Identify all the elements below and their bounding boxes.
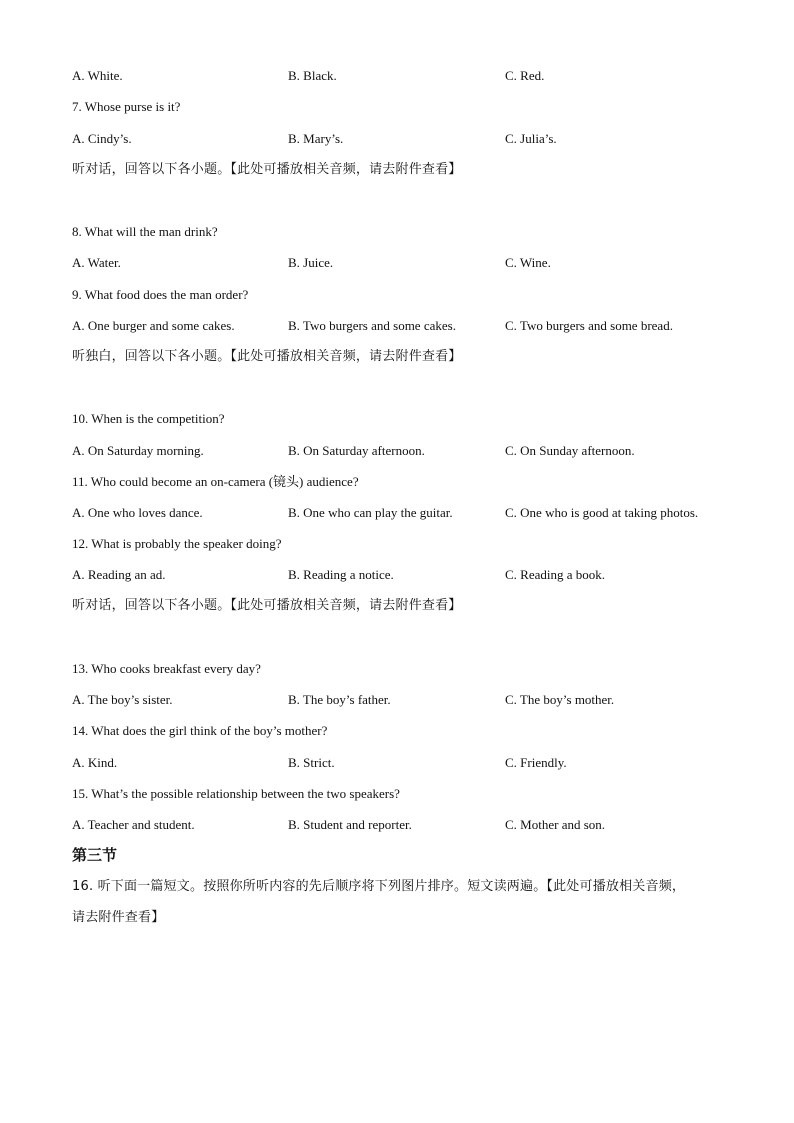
option-a: A. On Saturday morning.	[72, 443, 204, 458]
option-a: A. Teacher and student.	[72, 817, 195, 832]
question-12: 12. What is probably the speaker doing?	[72, 536, 282, 551]
option-b: B. Strict.	[288, 755, 335, 770]
option-b: B. Juice.	[288, 255, 334, 270]
option-c: C. The boy’s mother.	[505, 692, 615, 707]
options-row-q10	[72, 443, 772, 459]
option-c: C. On Sunday afternoon.	[505, 443, 635, 458]
instruction-monologue: 听独白，回答以下各小题。【此处可播放相关音频，请去附件查看】	[72, 349, 462, 364]
option-a: A. Water.	[72, 255, 121, 270]
option-c: C. Friendly.	[505, 755, 567, 770]
option-c: C. Reading a book.	[505, 567, 606, 582]
options-row-q11	[72, 505, 772, 521]
option-b: B. Black.	[288, 68, 337, 83]
options-row-q7	[72, 131, 772, 147]
question-10: 10. When is the competition?	[72, 411, 225, 426]
option-c: C. Mother and son.	[505, 817, 606, 832]
instruction-dialogue-1: 听对话，回答以下各小题。【此处可播放相关音频，请去附件查看】	[72, 162, 462, 177]
option-a: A. Kind.	[72, 755, 118, 770]
options-row-q13	[72, 692, 772, 708]
instruction-dialogue-2: 听对话，回答以下各小题。【此处可播放相关音频，请去附件查看】	[72, 598, 462, 613]
options-row-q14	[72, 755, 772, 771]
question-13: 13. Who cooks breakfast every day?	[72, 661, 261, 676]
option-a: A. Reading an ad.	[72, 567, 166, 582]
option-b: B. Mary’s.	[288, 131, 344, 146]
options-row-q12	[72, 567, 772, 583]
option-c: C. Julia’s.	[505, 131, 557, 146]
question-16-instruction-continued: 请去附件查看】	[72, 910, 165, 925]
option-b: B. Student and reporter.	[288, 817, 412, 832]
options-row-q15	[72, 817, 772, 833]
option-a: A. White.	[72, 68, 123, 83]
question-11: 11. Who could become an on-camera (镜头) audience?	[72, 474, 359, 489]
option-a: A. One burger and some cakes.	[72, 318, 235, 333]
options-row-q9	[72, 318, 772, 334]
option-c: C. Wine.	[505, 255, 551, 270]
question-7: 7. Whose purse is it?	[72, 99, 181, 114]
question-8: 8. What will the man drink?	[72, 224, 218, 239]
option-a: A. Cindy’s.	[72, 131, 132, 146]
options-row-q8	[72, 255, 772, 271]
question-16-instruction: 16. 听下面一篇短文。按照你所听内容的先后顺序将下列图片排序。短文读两遍。【此处可播放相关音频，	[72, 879, 686, 894]
option-b: B. One who can play the guitar.	[288, 505, 453, 520]
option-b: B. The boy’s father.	[288, 692, 391, 707]
option-a: A. The boy’s sister.	[72, 692, 173, 707]
section-heading: 第三节	[72, 846, 118, 864]
option-b: B. On Saturday afternoon.	[288, 443, 425, 458]
question-14: 14. What does the girl think of the boy’s mother?	[72, 723, 328, 738]
option-c: C. Red.	[505, 68, 545, 83]
option-b: B. Reading a notice.	[288, 567, 394, 582]
option-b: B. Two burgers and some cakes.	[288, 318, 456, 333]
option-a: A. One who loves dance.	[72, 505, 203, 520]
question-9: 9. What food does the man order?	[72, 287, 249, 302]
options-row-q6	[72, 68, 772, 84]
option-c: C. One who is good at taking photos.	[505, 505, 699, 520]
question-15: 15. What’s the possible relationship between the two speakers?	[72, 786, 400, 801]
option-c: C. Two burgers and some bread.	[505, 318, 673, 333]
